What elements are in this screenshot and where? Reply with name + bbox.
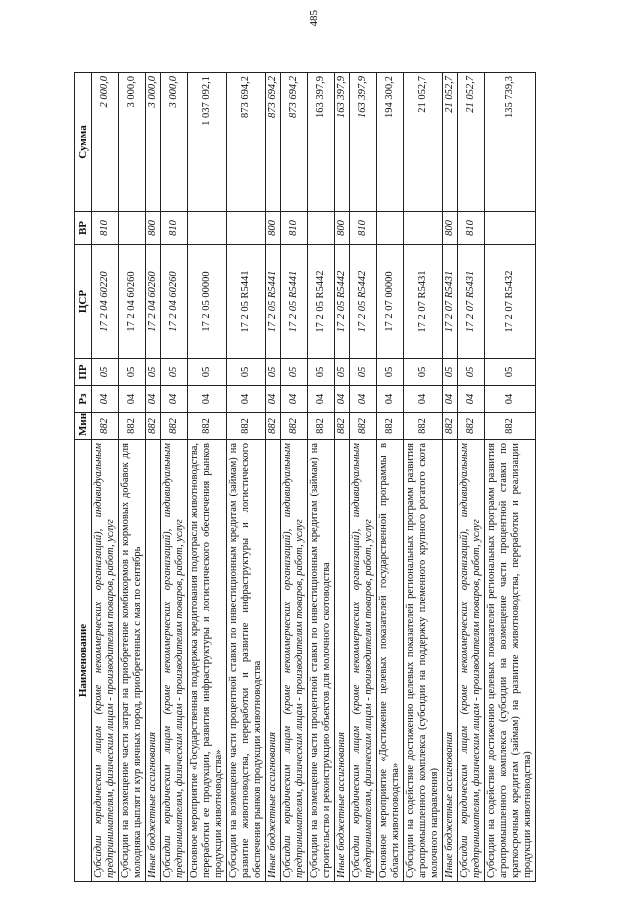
cell-pr: 05 — [404, 359, 443, 386]
table-row — [281, 73, 308, 882]
cell-min: 882 — [308, 413, 335, 440]
cell-pr: 05 — [281, 359, 308, 386]
cell-sum: 1 037 092,1 — [188, 73, 227, 212]
cell-csr: 17 2 05 R5442 — [350, 245, 377, 359]
table-row — [227, 73, 266, 882]
cell-name: Иные бюджетные ассигнования — [146, 440, 161, 882]
table-row — [146, 73, 161, 882]
cell-csr: 17 2 05 R5441 — [227, 245, 266, 359]
cell-rz: 04 — [350, 386, 377, 413]
cell-min: 882 — [119, 413, 146, 440]
table-row — [350, 73, 377, 882]
rotated-budget-table-wrapper — [74, 73, 582, 882]
cell-min: 882 — [485, 413, 536, 440]
cell-csr: 17 2 07 R5431 — [404, 245, 443, 359]
cell-vr — [377, 212, 404, 245]
cell-min: 882 — [377, 413, 404, 440]
cell-vr: 800 — [146, 212, 161, 245]
cell-pr: 05 — [350, 359, 377, 386]
cell-min: 882 — [188, 413, 227, 440]
cell-min: 882 — [146, 413, 161, 440]
cell-vr: 810 — [458, 212, 485, 245]
cell-vr — [485, 212, 536, 245]
cell-vr: 800 — [443, 212, 458, 245]
cell-vr — [404, 212, 443, 245]
cell-vr: 810 — [350, 212, 377, 245]
cell-min: 882 — [335, 413, 350, 440]
header-sum: Сумма — [75, 73, 92, 212]
cell-pr: 05 — [266, 359, 281, 386]
table-row — [188, 73, 227, 882]
cell-sum: 873 694,2 — [281, 73, 308, 212]
header-vr: ВР — [75, 212, 92, 245]
cell-rz: 04 — [335, 386, 350, 413]
cell-vr: 800 — [266, 212, 281, 245]
cell-rz: 04 — [404, 386, 443, 413]
table-row — [119, 73, 146, 882]
cell-rz: 04 — [119, 386, 146, 413]
cell-sum: 135 739,3 — [485, 73, 536, 212]
cell-name: Субсидии юридическим лицам (кроме некоммерческих организаций), индивидуальным предпринимателям, физическим лицам - производителям товаров, работ, услуг — [350, 440, 377, 882]
cell-name: Основное мероприятие «Государственная поддержка кредитования подотрасли животноводства, переработки ее продукции, развития инфраструктуры и логистического обеспечения рынков продукции животноводства» — [188, 440, 227, 882]
cell-name: Основное мероприятие «Достижение целевых показателей государственной программы в области животноводства» — [377, 440, 404, 882]
cell-vr — [119, 212, 146, 245]
header-min: Мин — [75, 413, 92, 440]
cell-pr: 05 — [377, 359, 404, 386]
cell-min: 882 — [404, 413, 443, 440]
cell-name: Субсидии на возмещение части процентной ставки по инвестиционным кредитам (займам) на строительство и реконструкцию объектов для молочного скотоводства — [308, 440, 335, 882]
cell-rz: 04 — [92, 386, 119, 413]
cell-pr: 05 — [119, 359, 146, 386]
cell-csr: 17 2 04 60260 — [146, 245, 161, 359]
cell-csr: 17 2 07 R5432 — [485, 245, 536, 359]
cell-name: Субсидии юридическим лицам (кроме некоммерческих организаций), индивидуальным предпринимателям, физическим лицам - производителям товаров, работ, услуг — [458, 440, 485, 882]
cell-vr — [308, 212, 335, 245]
cell-min: 882 — [443, 413, 458, 440]
cell-sum: 21 052,7 — [458, 73, 485, 212]
cell-name: Субсидии на возмещение части процентной ставки по инвестиционным кредитам (займам) на развитие животноводства, переработки и развитие инфраструктуры и логистического обеспечения рынков продукции животноводства — [227, 440, 266, 882]
cell-rz: 04 — [443, 386, 458, 413]
cell-sum: 3 000,0 — [119, 73, 146, 212]
header-csr: ЦСР — [75, 245, 92, 359]
cell-sum: 3 000,0 — [146, 73, 161, 212]
cell-csr: 17 2 05 R5441 — [266, 245, 281, 359]
cell-csr: 17 2 04 60220 — [92, 245, 119, 359]
cell-rz: 04 — [458, 386, 485, 413]
table-body — [92, 73, 536, 882]
cell-name: Субсидии юридическим лицам (кроме некоммерческих организаций), индивидуальным предпринимателям, физическим лицам - производителям товаров, работ, услуг — [92, 440, 119, 882]
cell-csr: 17 2 07 R5431 — [458, 245, 485, 359]
cell-name: Иные бюджетные ассигнования — [335, 440, 350, 882]
cell-pr: 05 — [227, 359, 266, 386]
cell-pr: 05 — [92, 359, 119, 386]
table-row — [443, 73, 458, 882]
cell-rz: 04 — [485, 386, 536, 413]
table-row — [92, 73, 119, 882]
cell-rz: 04 — [281, 386, 308, 413]
cell-min: 882 — [92, 413, 119, 440]
cell-min: 882 — [161, 413, 188, 440]
cell-name: Субсидии на содействие достижению целевых показателей региональных программ развития агропромышленного комплекса (субсидии на возмещение части процентной ставки по краткосрочным кредитам (займам) на развитие животноводства, переработки и реализации продукции животноводства) — [485, 440, 536, 882]
cell-pr: 05 — [335, 359, 350, 386]
table-row — [485, 73, 536, 882]
cell-vr — [188, 212, 227, 245]
cell-pr: 05 — [188, 359, 227, 386]
cell-sum: 21 052,7 — [404, 73, 443, 212]
cell-name: Субсидии на содействие достижению целевых показателей региональных программ развития агропромышленного комплекса (субсидии на поддержку племенного крупного рогатого скота молочного направления) — [404, 440, 443, 882]
cell-name: Иные бюджетные ассигнования — [266, 440, 281, 882]
cell-sum: 163 397,9 — [308, 73, 335, 212]
cell-vr: 800 — [335, 212, 350, 245]
table-row — [458, 73, 485, 882]
cell-csr: 17 2 05 R5442 — [308, 245, 335, 359]
header-row — [75, 73, 92, 882]
cell-sum: 873 694,2 — [227, 73, 266, 212]
cell-csr: 17 2 05 R5442 — [335, 245, 350, 359]
cell-rz: 04 — [227, 386, 266, 413]
table-row — [308, 73, 335, 882]
cell-pr: 05 — [458, 359, 485, 386]
cell-csr: 17 2 05 00000 — [188, 245, 227, 359]
cell-sum: 3 000,0 — [161, 73, 188, 212]
cell-vr: 810 — [92, 212, 119, 245]
header-name: Наименование — [75, 440, 92, 882]
cell-min: 882 — [350, 413, 377, 440]
cell-rz: 04 — [377, 386, 404, 413]
cell-name: Субсидии юридическим лицам (кроме некоммерческих организаций), индивидуальным предпринимателям, физическим лицам - производителям товаров, работ, услуг — [281, 440, 308, 882]
table-row — [161, 73, 188, 882]
cell-name: Иные бюджетные ассигнования — [443, 440, 458, 882]
cell-sum: 163 397,9 — [350, 73, 377, 212]
cell-rz: 04 — [146, 386, 161, 413]
budget-table — [74, 72, 536, 882]
cell-sum: 21 052,7 — [443, 73, 458, 212]
cell-vr — [227, 212, 266, 245]
cell-name: Субсидии на возмещение части затрат на приобретение комбикормов и кормовых добавок для молодняка цыплят и кур яичных пород, приобретенных с мая по сентябрь — [119, 440, 146, 882]
cell-pr: 05 — [485, 359, 536, 386]
cell-csr: 17 2 07 R5431 — [443, 245, 458, 359]
cell-vr: 810 — [281, 212, 308, 245]
cell-rz: 04 — [161, 386, 188, 413]
cell-sum: 163 397,9 — [335, 73, 350, 212]
cell-pr: 05 — [443, 359, 458, 386]
header-pr: ПР — [75, 359, 92, 386]
cell-min: 882 — [227, 413, 266, 440]
cell-pr: 05 — [308, 359, 335, 386]
cell-min: 882 — [266, 413, 281, 440]
header-rz: Рз — [75, 386, 92, 413]
table-row — [404, 73, 443, 882]
cell-csr: 17 2 04 60260 — [161, 245, 188, 359]
cell-rz: 04 — [188, 386, 227, 413]
cell-csr: 17 2 07 00000 — [377, 245, 404, 359]
table-row — [335, 73, 350, 882]
cell-csr: 17 2 05 R5441 — [281, 245, 308, 359]
cell-min: 882 — [458, 413, 485, 440]
table-row — [377, 73, 404, 882]
cell-sum: 194 300,2 — [377, 73, 404, 212]
cell-vr: 810 — [161, 212, 188, 245]
cell-sum: 2 000,0 — [92, 73, 119, 212]
cell-name: Субсидии юридическим лицам (кроме некоммерческих организаций), индивидуальным предпринимателям, физическим лицам - производителям товаров, работ, услуг — [161, 440, 188, 882]
table-row — [266, 73, 281, 882]
cell-pr: 05 — [161, 359, 188, 386]
page-number: 485 — [308, 10, 320, 27]
cell-rz: 04 — [308, 386, 335, 413]
cell-pr: 05 — [146, 359, 161, 386]
cell-rz: 04 — [266, 386, 281, 413]
cell-csr: 17 2 04 60260 — [119, 245, 146, 359]
cell-sum: 873 694,2 — [266, 73, 281, 212]
cell-min: 882 — [281, 413, 308, 440]
